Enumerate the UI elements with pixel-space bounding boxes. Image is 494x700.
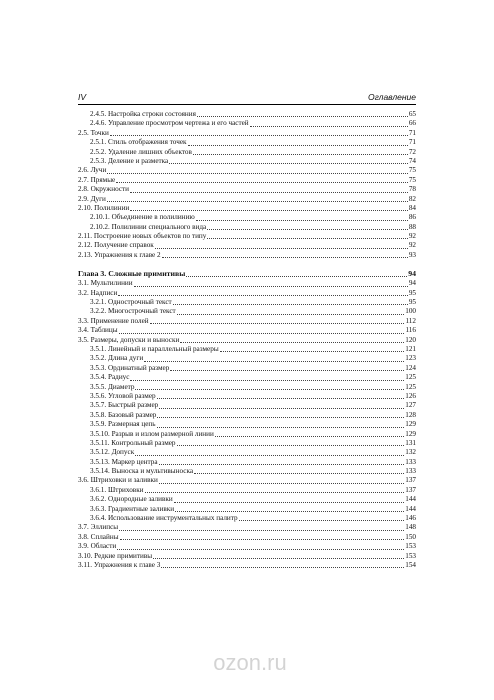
toc-entry-title: 2.6. Лучи [78, 166, 107, 175]
toc-leader-dots [157, 411, 404, 418]
toc-leader-dots [150, 317, 405, 324]
toc-entry-title: 2.4.6. Управление просмотром чертежа и его частей [90, 119, 249, 128]
toc-entry-title: 2.10.1. Объединение в полилинию [90, 213, 195, 222]
chapter-gap [78, 260, 416, 269]
toc-entry[interactable] [78, 138, 416, 147]
toc-entry-title: 3.5.14. Выноска и мультивыноска [90, 467, 194, 476]
toc-entry[interactable] [78, 354, 416, 363]
toc-entry-title: 2.4.5. Настройка строки состояния [90, 110, 196, 118]
toc-leader-dots [144, 355, 404, 362]
toc-entry-page: 94 [408, 269, 416, 279]
toc-leader-dots [215, 430, 404, 437]
toc-leader-dots [145, 486, 405, 493]
toc-entry[interactable] [78, 467, 416, 476]
toc-entry-page: 88 [408, 222, 416, 231]
toc-entry-page: 121 [405, 344, 416, 353]
toc-leader-dots [169, 157, 408, 164]
toc-entry-title: 2.12. Получение справок [78, 241, 154, 250]
toc-leader-dots [159, 402, 404, 409]
toc-entry[interactable] [78, 495, 416, 504]
toc-leader-dots [134, 280, 408, 287]
toc-leader-dots [180, 336, 404, 343]
toc-entry-title: 2.10. Полилинии [78, 203, 130, 212]
toc-entry[interactable] [78, 148, 416, 157]
toc-entry[interactable] [78, 185, 416, 194]
toc-leader-dots [119, 327, 405, 334]
toc-entry[interactable] [78, 119, 416, 128]
toc-entry[interactable] [78, 223, 416, 232]
toc-entry-page: 127 [405, 401, 416, 410]
toc-entry[interactable] [78, 129, 416, 138]
toc-leader-dots [207, 223, 408, 230]
toc-entry-title: 3.8. Сплайны [78, 532, 119, 541]
toc-leader-dots [186, 270, 407, 277]
toc-entry-page: 100 [405, 307, 416, 316]
toc-leader-dots [194, 467, 404, 474]
toc-entry-page: 128 [405, 410, 416, 419]
toc-entry-page: 154 [405, 560, 416, 569]
toc-entry-title: 2.5.3. Деление и разметка [90, 156, 169, 165]
toc-entry[interactable] [78, 411, 416, 420]
toc-leader-dots [193, 148, 408, 155]
toc-entry-title: 3.10. Редкие примитивы [78, 551, 153, 560]
toc-entry-page: 133 [405, 467, 416, 476]
toc-entry[interactable] [78, 392, 416, 401]
toc-leader-dots [119, 524, 404, 531]
toc-entry-title: 3.6.3. Градиентные заливки [90, 504, 175, 513]
toc-leader-dots [170, 364, 404, 371]
toc-entry-page: 94 [408, 279, 416, 288]
toc-leader-dots [117, 543, 404, 550]
toc-entry-title: 2.5.2. Удаление лишних объектов [90, 147, 192, 156]
toc-entry[interactable] [78, 542, 416, 551]
toc-entry[interactable] [78, 373, 416, 382]
toc-entry[interactable] [78, 157, 416, 166]
toc-entry[interactable] [78, 383, 416, 392]
toc-entry-page: 116 [405, 326, 416, 335]
page-number-roman: IV [78, 92, 87, 102]
toc-entry[interactable] [78, 420, 416, 429]
toc-entry-page: 144 [405, 495, 416, 504]
toc-entry-title: 2.5. Точки [78, 128, 109, 137]
toc-leader-dots [157, 392, 405, 399]
toc-entry-page: 133 [405, 457, 416, 466]
toc-entry-page: 148 [405, 523, 416, 532]
toc-chapter-heading[interactable] [78, 269, 416, 279]
toc-entry[interactable] [78, 561, 416, 570]
toc-entry[interactable] [78, 552, 416, 561]
toc-entry-page: 125 [405, 373, 416, 382]
toc-entry-title: 3.5.11. Контрольный размер [90, 438, 176, 447]
toc-entry[interactable] [78, 307, 416, 316]
toc-leader-dots [162, 251, 408, 258]
toc-entry-title: 3.7. Эллипсы [78, 523, 119, 532]
toc-entry[interactable] [78, 448, 416, 457]
toc-entry-page: 75 [408, 175, 416, 184]
toc-group-chapter-3 [78, 279, 416, 570]
toc-entry-title: 3.6.2. Однородные заливки [90, 495, 173, 504]
toc-entry-page: 92 [408, 241, 416, 250]
toc-leader-dots [159, 477, 404, 484]
toc-leader-dots [239, 514, 405, 521]
toc-leader-dots [118, 289, 407, 296]
toc-entry-title: 2.10.2. Полилинии специального вида [90, 222, 207, 231]
toc-entry-title: 3.5.3. Ординатный размер [90, 363, 170, 372]
toc-entry-page: 132 [405, 448, 416, 457]
toc-entry-title: 2.8. Окружности [78, 185, 130, 194]
toc-entry-page: 125 [405, 382, 416, 391]
toc-entry-title: 2.5.1. Стиль отображения точек [90, 138, 187, 147]
toc-entry-page: 84 [408, 203, 416, 212]
toc-entry[interactable] [78, 505, 416, 514]
toc-entry[interactable] [78, 241, 416, 250]
toc-entry-page: 75 [408, 166, 416, 175]
toc-entry-page: 131 [405, 438, 416, 447]
toc-entry-title: 3.2. Надписи [78, 288, 118, 297]
toc-entry-page: 74 [408, 156, 416, 165]
toc-entry-page: 120 [405, 335, 416, 344]
toc-entry[interactable] [78, 317, 416, 326]
toc-entry[interactable] [78, 279, 416, 288]
toc-entry-page: 129 [405, 420, 416, 429]
watermark-logo: ozon.ru [213, 650, 287, 675]
toc-entry-page: 150 [405, 532, 416, 541]
toc-entry[interactable] [78, 166, 416, 175]
toc-entry[interactable] [78, 204, 416, 213]
toc-entry-title: 3.5.8. Базовый размер [90, 410, 157, 419]
toc-entry[interactable] [78, 232, 416, 241]
toc-entry-title: 3.5.9. Размерная цепь [90, 420, 156, 429]
toc-leader-dots [173, 298, 408, 305]
toc-entry[interactable] [78, 364, 416, 373]
toc-leader-dots [159, 458, 405, 465]
toc-entry-page: 82 [408, 194, 416, 203]
toc-leader-dots [130, 204, 408, 211]
toc-leader-dots [120, 533, 405, 540]
toc-entry[interactable] [78, 110, 416, 119]
toc-entry-page: 123 [405, 354, 416, 363]
toc-leader-dots [161, 561, 404, 568]
toc-entry-title: 3.5.2. Длина дуги [90, 354, 144, 363]
toc-entry[interactable] [78, 289, 416, 298]
toc-entry-page: 86 [408, 213, 416, 222]
toc-entry-page: 137 [405, 485, 416, 494]
toc-entry-page: 72 [408, 147, 416, 156]
toc-entry-title: 3.5. Размеры, допуски и выноски [78, 335, 180, 344]
toc-entry-page: 146 [405, 514, 416, 523]
toc-leader-dots [153, 552, 404, 559]
toc-entry-page: 93 [408, 250, 416, 259]
toc-entry-title: 3.5.4. Радиус [90, 373, 130, 382]
toc-entry-title: 3.9. Области [78, 542, 117, 551]
toc-leader-dots [177, 308, 405, 315]
toc-entry-title: 3.5.6. Угловой размер [90, 391, 156, 400]
toc-entry-title: 3.2.2. Многострочный текст [90, 307, 176, 316]
running-header [78, 90, 416, 105]
toc-leader-dots [157, 421, 405, 428]
toc-entry[interactable] [78, 533, 416, 542]
toc-entry[interactable] [78, 430, 416, 439]
toc-entry[interactable] [78, 439, 416, 448]
toc-entry-title: 3.5.5. Диаметр [90, 382, 135, 391]
toc-entry-title: 3.3. Применение полей [78, 316, 149, 325]
toc-entry-page: 137 [405, 476, 416, 485]
toc-leader-dots [188, 139, 408, 146]
toc-entry-page: 112 [405, 316, 416, 325]
toc-group-chapter-2 [78, 110, 416, 260]
toc-entry-page: 153 [405, 542, 416, 551]
toc-entry-title: 3.11. Упражнения к главе 3 [78, 560, 161, 569]
toc-entry[interactable] [78, 458, 416, 467]
toc-entry[interactable] [78, 213, 416, 222]
toc-leader-dots [197, 110, 408, 117]
toc-entry-page: 95 [408, 288, 416, 297]
toc-entry[interactable] [78, 514, 416, 523]
toc-leader-dots [130, 374, 404, 381]
toc-leader-dots [175, 505, 404, 512]
toc-entry[interactable] [78, 345, 416, 354]
table-of-contents [78, 110, 416, 570]
toc-entry-page: 144 [405, 504, 416, 513]
toc-entry-title: 3.5.13. Маркер центра [90, 457, 158, 466]
toc-entry[interactable] [78, 401, 416, 410]
toc-entry-title: 2.7. Прямые [78, 175, 116, 184]
toc-entry-title: 3.6.1. Штриховки [90, 485, 144, 494]
toc-leader-dots [207, 232, 407, 239]
toc-leader-dots [130, 186, 408, 193]
toc-entry-page: 65 [408, 110, 416, 118]
toc-entry[interactable] [78, 476, 416, 485]
toc-entry-page: 126 [405, 391, 416, 400]
toc-entry[interactable] [78, 486, 416, 495]
toc-entry-title: 3.4. Таблицы [78, 326, 118, 335]
toc-leader-dots [135, 383, 404, 390]
toc-entry[interactable] [78, 176, 416, 185]
toc-leader-dots [174, 496, 404, 503]
toc-entry-title: 3.5.10. Разрыв и излом размерной линии [90, 429, 214, 438]
toc-entry-page: 95 [408, 298, 416, 307]
toc-entry-title: 3.2.1. Однострочный текст [90, 298, 172, 307]
toc-entry[interactable] [78, 298, 416, 307]
toc-entry-title: Глава 3. Сложные примитивы [78, 269, 186, 279]
toc-leader-dots [110, 129, 408, 136]
toc-entry[interactable] [78, 251, 416, 260]
toc-entry[interactable] [78, 195, 416, 204]
toc-entry[interactable] [78, 523, 416, 532]
toc-entry-page: 71 [408, 138, 416, 147]
running-section-title: Оглавление [367, 92, 416, 102]
toc-leader-dots [177, 439, 405, 446]
toc-entry-title: 3.5.1. Линейный и параллельный размеры [90, 344, 219, 353]
toc-leader-dots [116, 176, 408, 183]
toc-entry-page: 129 [405, 429, 416, 438]
toc-entry-title: 3.5.7. Быстрый размер [90, 401, 159, 410]
toc-entry-page: 153 [405, 551, 416, 560]
toc-leader-dots [250, 120, 408, 127]
toc-entry-page: 66 [408, 119, 416, 128]
toc-leader-dots [107, 195, 408, 202]
toc-entry[interactable] [78, 336, 416, 345]
toc-leader-dots [220, 345, 405, 352]
toc-entry[interactable] [78, 326, 416, 335]
toc-entry-page: 124 [405, 363, 416, 372]
toc-entry-title: 2.11. Построение новых объектов по типу [78, 232, 207, 241]
toc-leader-dots [107, 167, 407, 174]
toc-leader-dots [135, 449, 404, 456]
toc-entry-title: 2.13. Упражнения к главе 2 [78, 250, 161, 259]
toc-entry-title: 3.1. Мультилинии [78, 279, 133, 288]
toc-leader-dots [196, 214, 408, 221]
toc-entry-page: 78 [408, 185, 416, 194]
toc-entry-title: 3.6.4. Использование инструментальных палитр [90, 514, 238, 523]
toc-entry-title: 2.9. Дуги [78, 194, 106, 203]
toc-entry-page: 71 [408, 128, 416, 137]
toc-leader-dots [155, 242, 408, 249]
toc-entry-title: 3.5.12. Допуск [90, 448, 135, 457]
toc-entry-page: 92 [408, 232, 416, 241]
toc-entry-title: 3.6. Штриховки и заливки [78, 476, 158, 485]
